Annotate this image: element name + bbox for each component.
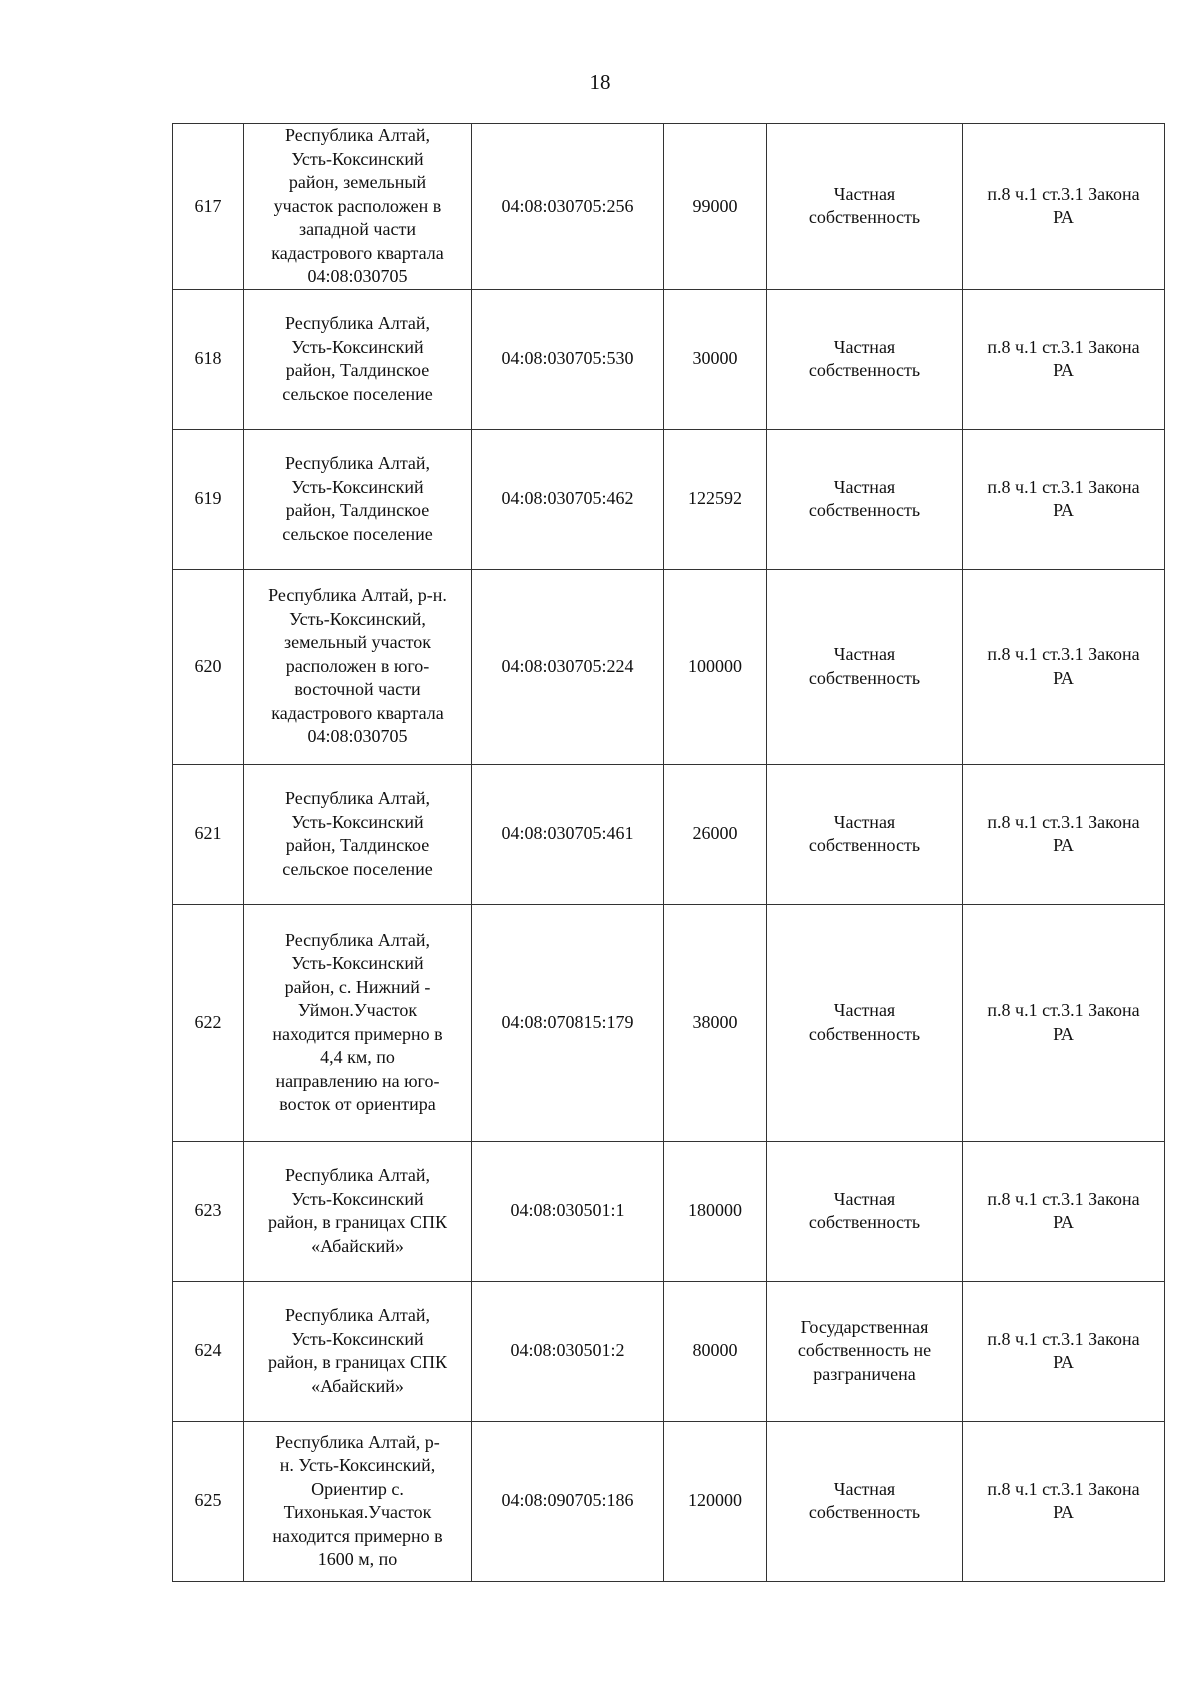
address-cell-line: район, с. Нижний -	[284, 976, 431, 997]
address-cell-line: направлению на юго-	[275, 1070, 440, 1091]
cadastral-number-cell: 04:08:030501:1	[472, 1141, 664, 1281]
area-cell: 30000	[664, 289, 767, 429]
address-cell-line: Усть-Коксинский	[291, 1328, 424, 1349]
legal-basis-cell-line: п.8 ч.1 ст.3.1 Закона	[987, 1478, 1140, 1499]
cadastral-number-cell: 04:08:030705:461	[472, 764, 664, 904]
table-body	[173, 124, 1165, 1582]
legal-basis-cell-line: РА	[1053, 1352, 1074, 1372]
row-number-cell: 619	[173, 429, 244, 569]
legal-basis-cell-line: РА	[1053, 1023, 1074, 1044]
area-cell: 26000	[664, 764, 767, 904]
address-cell-line: «Абайский»	[311, 1375, 404, 1396]
address-cell-line: земельный участок	[284, 632, 431, 653]
legal-basis-cell-line: п.8 ч.1 ст.3.1 Закона	[987, 336, 1140, 357]
legal-basis-cell	[963, 1141, 1165, 1281]
legal-basis-cell-line: п.8 ч.1 ст.3.1 Закона	[987, 183, 1140, 204]
address-cell-line: восток от ориентира	[279, 1094, 436, 1114]
legal-basis-cell-line: п.8 ч.1 ст.3.1 Закона	[987, 1188, 1140, 1209]
address-cell-line: Республика Алтай,	[284, 929, 431, 950]
address-cell-line: Республика Алтай, р-н.	[268, 585, 447, 606]
table-row	[173, 1281, 1165, 1421]
legal-basis-cell-line: п.8 ч.1 ст.3.1 Закона	[987, 476, 1140, 497]
table-row	[173, 124, 1165, 290]
row-number-cell: 624	[173, 1281, 244, 1421]
ownership-cell	[767, 904, 963, 1141]
ownership-cell	[767, 1281, 963, 1421]
address-cell-line: кадастрового квартала	[271, 702, 444, 723]
legal-basis-cell	[963, 904, 1165, 1141]
address-cell-line: Республика Алтай,	[284, 788, 431, 808]
row-number-cell: 620	[173, 569, 244, 764]
address-cell-line: н. Усть-Коксинский,	[279, 1455, 436, 1475]
address-cell-line: «Абайский»	[311, 1235, 404, 1256]
address-cell	[244, 429, 472, 569]
legal-basis-cell-line: п.8 ч.1 ст.3.1 Закона	[987, 1000, 1140, 1020]
ownership-cell-line: собственность	[808, 1023, 921, 1044]
legal-basis-cell-line: РА	[1053, 207, 1074, 228]
address-cell-line: район, земельный	[288, 172, 427, 192]
address-cell-line: находится примерно в	[272, 1525, 443, 1546]
ownership-cell-line: собственность	[808, 1212, 921, 1232]
table-row	[173, 904, 1165, 1141]
table-row	[173, 429, 1165, 569]
ownership-cell	[767, 764, 963, 904]
ownership-cell-line: Частная	[833, 811, 896, 832]
table-row	[173, 764, 1165, 904]
area-cell: 99000	[664, 124, 767, 290]
address-cell	[244, 289, 472, 429]
address-cell-line: сельское поселение	[282, 383, 433, 404]
ownership-cell-line: Частная	[833, 336, 896, 357]
table-row	[173, 1421, 1165, 1581]
address-cell	[244, 1281, 472, 1421]
legal-basis-cell-line: РА	[1053, 1212, 1074, 1232]
ownership-cell-line: Частная	[833, 1188, 896, 1209]
address-cell-line: Усть-Коксинский,	[289, 608, 426, 629]
address-cell-line: Ориентир с.	[311, 1478, 404, 1499]
address-cell-line: Республика Алтай,	[284, 453, 431, 473]
legal-basis-cell	[963, 289, 1165, 429]
address-cell-line: район, Талдинское	[285, 360, 430, 380]
cadastral-number-cell: 04:08:030705:256	[472, 124, 664, 290]
address-cell-line: западной части	[299, 219, 416, 239]
legal-basis-cell-line: РА	[1053, 1502, 1074, 1522]
area-cell: 100000	[664, 569, 767, 764]
ownership-cell-line: собственность	[808, 667, 921, 688]
row-number-cell: 617	[173, 124, 244, 290]
ownership-cell-line: собственность	[808, 360, 921, 380]
legal-basis-cell	[963, 569, 1165, 764]
address-cell-line: Усть-Коксинский	[291, 476, 424, 497]
legal-basis-cell-line: п.8 ч.1 ст.3.1 Закона	[987, 811, 1140, 832]
address-cell-line: Республика Алтай,	[284, 1305, 431, 1325]
legal-basis-cell-line: РА	[1053, 667, 1074, 688]
address-cell-line: участок расположен в	[273, 195, 442, 216]
cadastral-number-cell: 04:08:030705:462	[472, 429, 664, 569]
address-cell-line: Республика Алтай,	[284, 1165, 431, 1185]
address-cell	[244, 124, 472, 290]
ownership-cell-line: Частная	[833, 1000, 896, 1020]
ownership-cell-line: собственность	[808, 500, 921, 520]
address-cell-line: Усть-Коксинский	[291, 336, 424, 357]
ownership-cell-line: собственность	[808, 835, 921, 855]
ownership-cell-line: собственность	[808, 1502, 921, 1522]
legal-basis-cell	[963, 429, 1165, 569]
table-row	[173, 289, 1165, 429]
cadastral-number-cell: 04:08:090705:186	[472, 1421, 664, 1581]
area-cell: 120000	[664, 1421, 767, 1581]
legal-basis-cell-line: РА	[1053, 835, 1074, 855]
address-cell-line: район, в границах СПК	[267, 1352, 448, 1372]
cadastral-number-cell: 04:08:070815:179	[472, 904, 664, 1141]
cadastral-number-cell: 04:08:030501:2	[472, 1281, 664, 1421]
legal-basis-cell-line: РА	[1053, 360, 1074, 380]
area-cell: 80000	[664, 1281, 767, 1421]
address-cell-line: 1600 м, по	[317, 1549, 398, 1569]
legal-basis-cell	[963, 764, 1165, 904]
ownership-cell-line: собственность не	[797, 1340, 932, 1361]
cadastral-number-cell: 04:08:030705:224	[472, 569, 664, 764]
address-cell-line: район, Талдинское	[285, 500, 430, 520]
address-cell-line: Усть-Коксинский	[291, 953, 424, 973]
ownership-cell-line: Частная	[833, 1478, 896, 1499]
address-cell	[244, 904, 472, 1141]
row-number-cell: 625	[173, 1421, 244, 1581]
address-cell-line: Усть-Коксинский	[291, 811, 424, 832]
row-number-cell: 621	[173, 764, 244, 904]
ownership-cell	[767, 289, 963, 429]
address-cell-line: Тихонькая.Участок	[283, 1502, 432, 1522]
ownership-cell-line: собственность	[808, 207, 921, 228]
address-cell-line: Усть-Коксинский	[291, 1188, 424, 1209]
table-row	[173, 1141, 1165, 1281]
area-cell: 38000	[664, 904, 767, 1141]
address-cell-line: район, Талдинское	[285, 835, 430, 855]
ownership-cell	[767, 1421, 963, 1581]
legal-basis-cell	[963, 124, 1165, 290]
address-cell-line: 4,4 км, по	[320, 1047, 395, 1067]
legal-basis-cell	[963, 1281, 1165, 1421]
legal-basis-cell-line: РА	[1053, 500, 1074, 520]
ownership-cell-line: Государственная	[800, 1316, 929, 1337]
page-number: 18	[589, 70, 611, 94]
address-cell-line: Усть-Коксинский	[291, 148, 424, 169]
table-row	[173, 569, 1165, 764]
address-cell-line: Республика Алтай, р-	[275, 1431, 440, 1452]
address-cell-line: Республика Алтай,	[284, 125, 431, 145]
ownership-cell	[767, 429, 963, 569]
ownership-cell	[767, 124, 963, 290]
row-number-cell: 622	[173, 904, 244, 1141]
address-cell-line: кадастрового квартала	[271, 242, 444, 263]
address-cell-line: сельское поселение	[282, 858, 433, 879]
ownership-cell	[767, 569, 963, 764]
legal-basis-cell-line: п.8 ч.1 ст.3.1 Закона	[987, 1328, 1140, 1349]
address-cell	[244, 1421, 472, 1581]
area-cell: 180000	[664, 1141, 767, 1281]
address-cell-line: Уймон.Участок	[297, 1000, 418, 1020]
legal-basis-cell-line: п.8 ч.1 ст.3.1 Закона	[987, 644, 1140, 664]
land-plots-table	[172, 123, 1165, 1582]
cadastral-number-cell: 04:08:030705:530	[472, 289, 664, 429]
ownership-cell-line: разграничена	[813, 1363, 916, 1384]
address-cell-line: расположен в юго-	[285, 655, 430, 676]
address-cell-line: Республика Алтай,	[284, 313, 431, 333]
address-cell-line: 04:08:030705	[307, 266, 408, 286]
address-cell	[244, 569, 472, 764]
ownership-cell	[767, 1141, 963, 1281]
address-cell-line: сельское поселение	[282, 523, 433, 544]
address-cell	[244, 1141, 472, 1281]
row-number-cell: 623	[173, 1141, 244, 1281]
legal-basis-cell	[963, 1421, 1165, 1581]
address-cell-line: находится примерно в	[272, 1023, 443, 1044]
row-number-cell: 618	[173, 289, 244, 429]
address-cell	[244, 764, 472, 904]
ownership-cell-line: Частная	[833, 183, 896, 204]
ownership-cell-line: Частная	[833, 476, 896, 497]
address-cell-line: восточной части	[294, 679, 421, 700]
ownership-cell-line: Частная	[833, 644, 896, 664]
area-cell: 122592	[664, 429, 767, 569]
address-cell-line: 04:08:030705	[307, 726, 408, 747]
address-cell-line: район, в границах СПК	[267, 1212, 448, 1232]
